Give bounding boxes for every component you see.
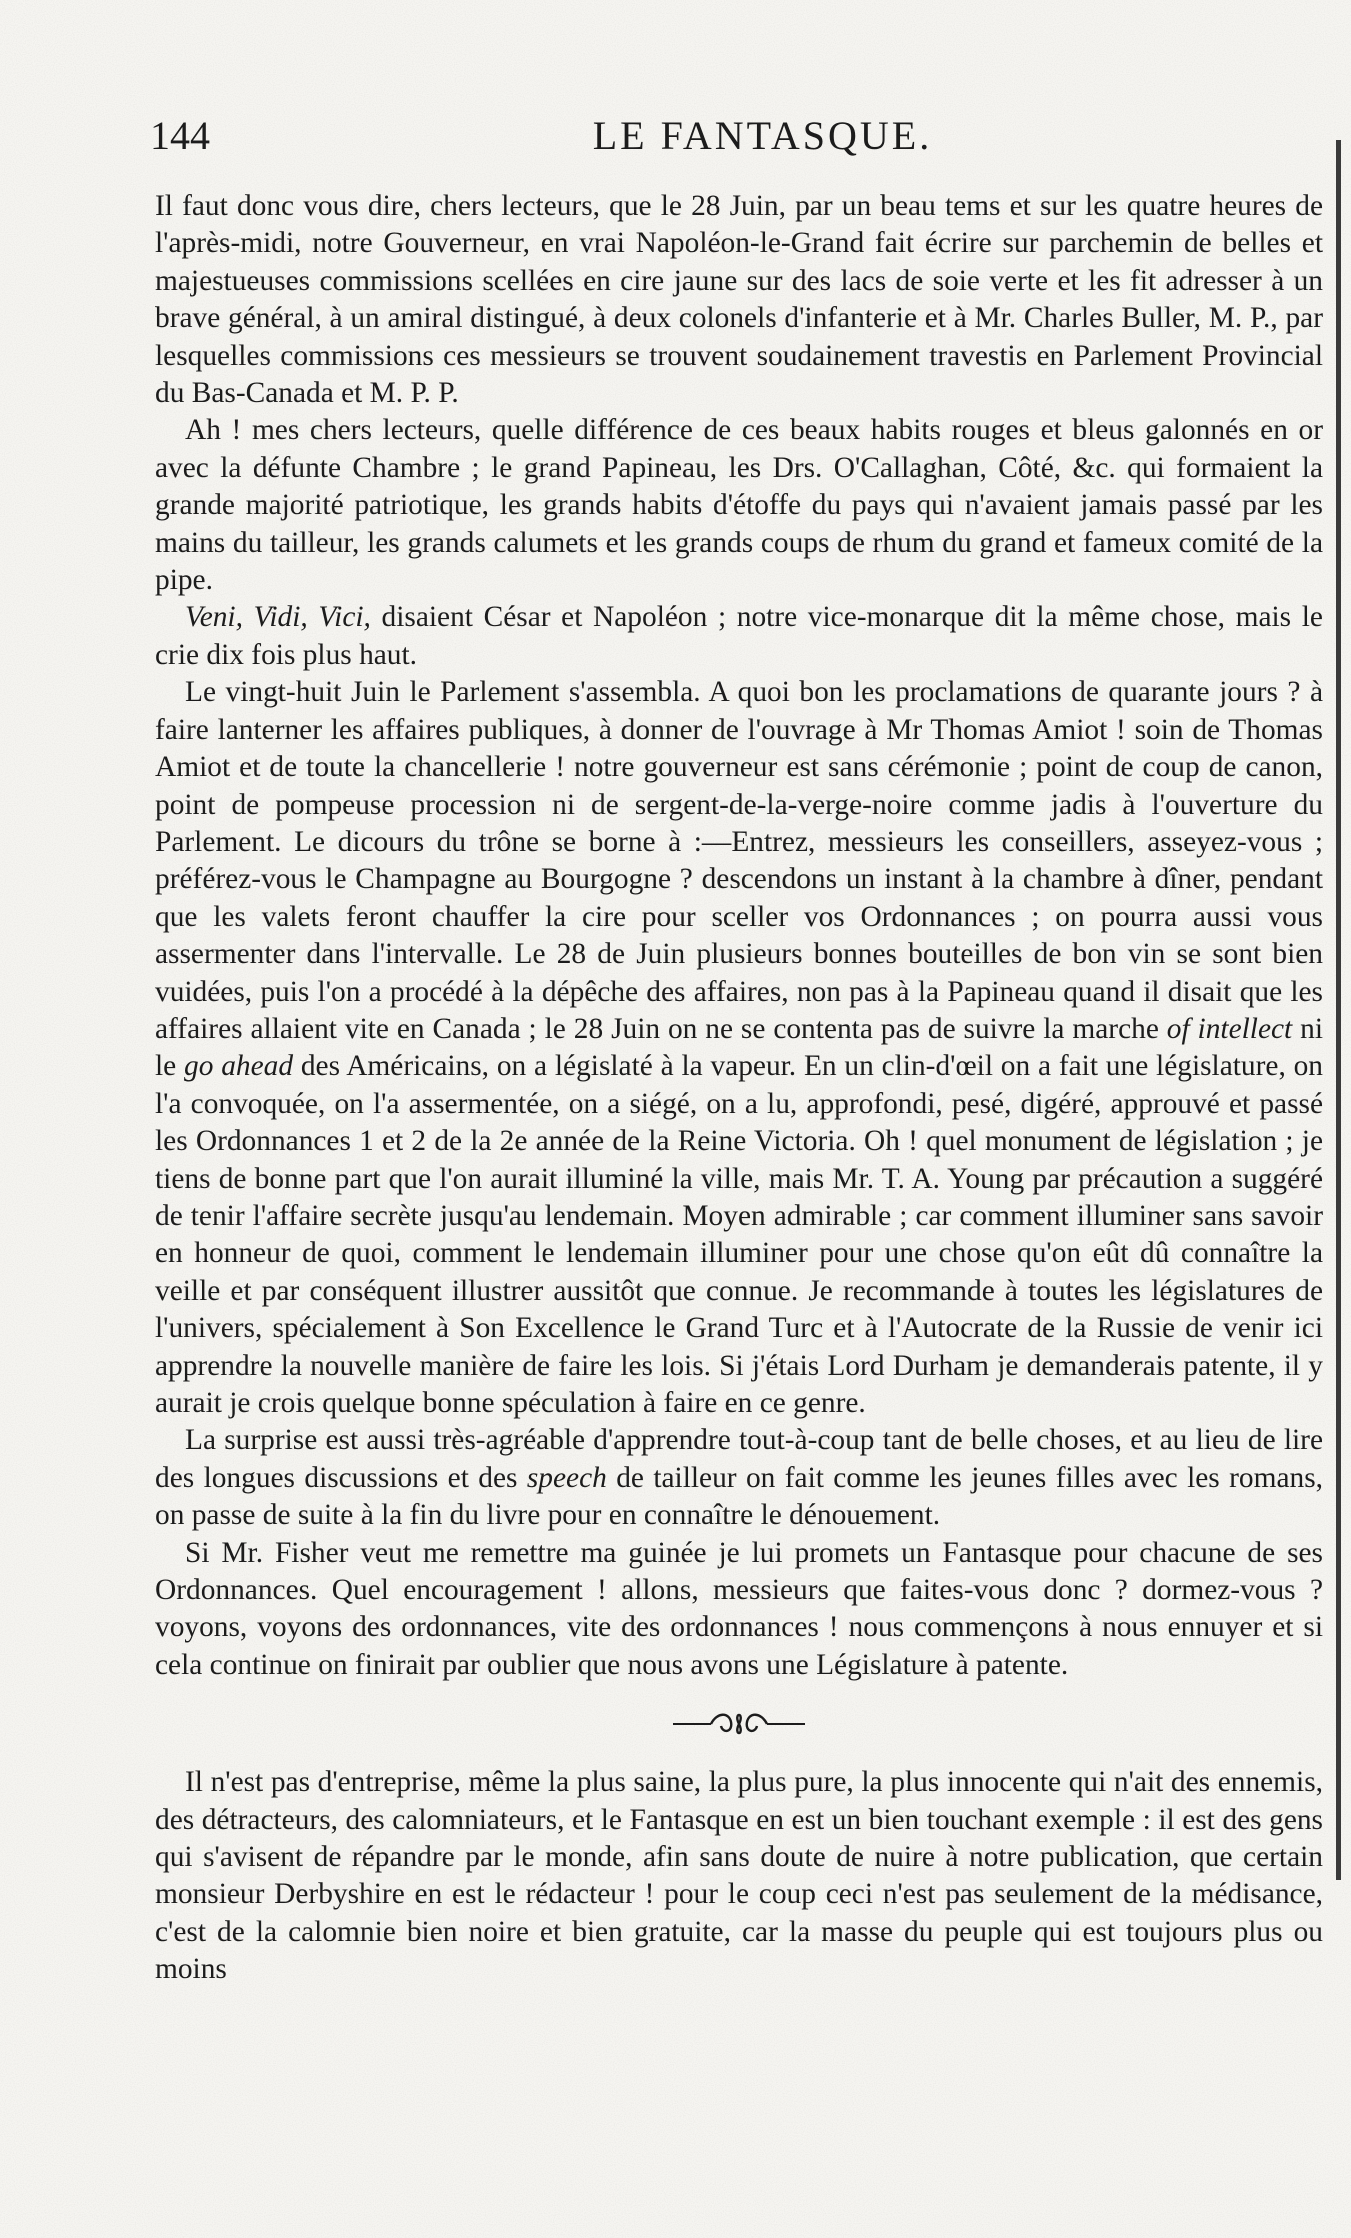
paragraph-2: Ah ! mes chers lecteurs, quelle différence de ces beaux habits rouges et bleus galonnés en or avec la défunte Chambre ; le grand Papineau, les Drs. O'Callaghan, Côté, &c. qui formaient la grande majorité patriotique, les grands habits d'étoffe du pays qui n'avaient jamais passé par les mains du tailleur, les grands calumets et les grands coups de rhum du grand et fameux comité de la pipe. [155,414,1323,597]
paragraph-7: Il n'est pas d'entreprise, même la plus saine, la plus pure, la plus innocente qui n'ait des ennemis, des détracteurs, des calomniateurs, et le Fantasque en est un bien touchant exemple : il est des gens qui s'avisent de répandre par le monde, afin sans doute de nuire à notre publication, que certain monsieur Derbyshire en est le rédacteur ! pour le coup ceci n'est pas seulement de la médisance, c'est de la calomnie bien noire et bien gratuite, car la masse du peuple qui est toujours plus ou moins [155,1766,1323,1986]
article-body [155,188,1323,1989]
italic-phrase: of intellect [1166,1012,1293,1045]
paragraph-6: Si Mr. Fisher veut me remettre ma guinée je lui promets un Fantasque pour chacune de ses Ordonnances. Quel encouragement ! allons, messieurs que faites-vous donc ? dormez-vous ? voyons, voyons des ordonnances, vite des ordonnances ! nous commençons à nous ennuyer et si cela continue on finirait par oublier que nous avons une Législature à patente. [155,1536,1323,1681]
paragraph-4: Le vingt-huit Juin le Parlement s'assembla. A quoi bon les proclamations de quarante jours ? à faire lanterner les affaires publiques, à donner de l'ouvrage à Mr Thomas Amiot ! soin de Thomas Amiot et de toute la chancellerie ! notre gouverneur est sans cérémonie ; point de coup de canon, point de pompeuse procession ni de sergent-de-la-verge-noire comme jadis à l'ouverture du Parlement. Le dicours du trône se borne à :—Entrez, messieurs les conseillers, asseyez-vous ; préférez-vous le Champagne au Bourgogne ? descendons un instant à la chambre à dîner, pendant que les valets feront chauffer la cire pour sceller vos Ordonnances ; on pourra aussi vous assermenter dans l'intervalle. Le 28 de Juin plusieurs bonnes bouteilles de bon vin se sont bien vuidées, puis l'on a procédé à la dépêche des affaires, non pas à la Papineau quand il disait que les affaires allaient vite en Canada ; le 28 Juin on ne se contenta pas de suivre la marche of intellect ni le go ahead des Américains, on a législaté à la vapeur. En un clin-d'œil on a fait une législature, on l'a convoquée, on l'a assermentée, on a siégé, on a lu, approfondi, pesé, digéré, approuvé et passé les Ordonnances 1 et 2 de la 2e année de la Reine Victoria. Oh ! quel monument de législation ; je tiens de bonne part que l'on aurait illuminé la ville, mais Mr. T. A. Young par précaution a suggéré de tenir l'affaire secrète jusqu'au lendemain. Moyen admirable ; car comment illuminer sans savoir en honneur de quoi, comment le lendemain illuminer pour une chose qu'on eût dû connaître la veille et par conséquent illustrer aussitôt que connue. Je recommande à toutes les législatures de l'univers, spécialement à Son Excellence le Grand Turc et à l'Autocrate de la Russie de venir ici apprendre la nouvelle manière de faire les lois. Si j'étais Lord Durham je demanderais patente, il y aurait je crois quelque bonne spéculation à faire en ce genre. [155,676,1323,1419]
page-header [150,112,1335,160]
flourish-icon [669,1698,809,1748]
italic-phrase: speech [526,1461,607,1494]
paragraph-3: Veni, Vidi, Vici, disaient César et Napoléon ; notre vice-monarque dit la même chose, mais le crie dix fois plus haut. [155,601,1323,671]
italic-phrase: go ahead [184,1050,294,1083]
running-title: LE FANTASQUE. [592,113,933,158]
page-number: 144 [150,113,210,158]
paragraph-5: La surprise est aussi très-agréable d'apprendre tout-à-coup tant de belle choses, et au lieu de lire des longues discussions et des speech de tailleur on fait comme les jeunes filles avec les romans, on passe de suite à la fin du livre pour en connaître le dénouement. [155,1424,1323,1532]
latin-quote: Veni, Vidi, Vici, [185,601,371,634]
page-edge-rule [1336,140,1341,1880]
paragraph-1: Il faut donc vous dire, chers lecteurs, que le 28 Juin, par un beau tems et sur les quatre heures de l'après-midi, notre Gouverneur, en vrai Napoléon-le-Grand fait écrire sur parchemin de belles et majestueuses commissions scellées en cire jaune sur des lacs de soie verte et les fit adresser à un brave général, à un amiral distingué, à deux colonels d'infanterie et à Mr. Charles Buller, M. P., par lesquelles commissions ces messieurs se trouvent soudainement travestis en Parlement Provincial du Bas-Canada et M. P. P. [155,190,1323,410]
section-divider-ornament [155,1698,1323,1748]
